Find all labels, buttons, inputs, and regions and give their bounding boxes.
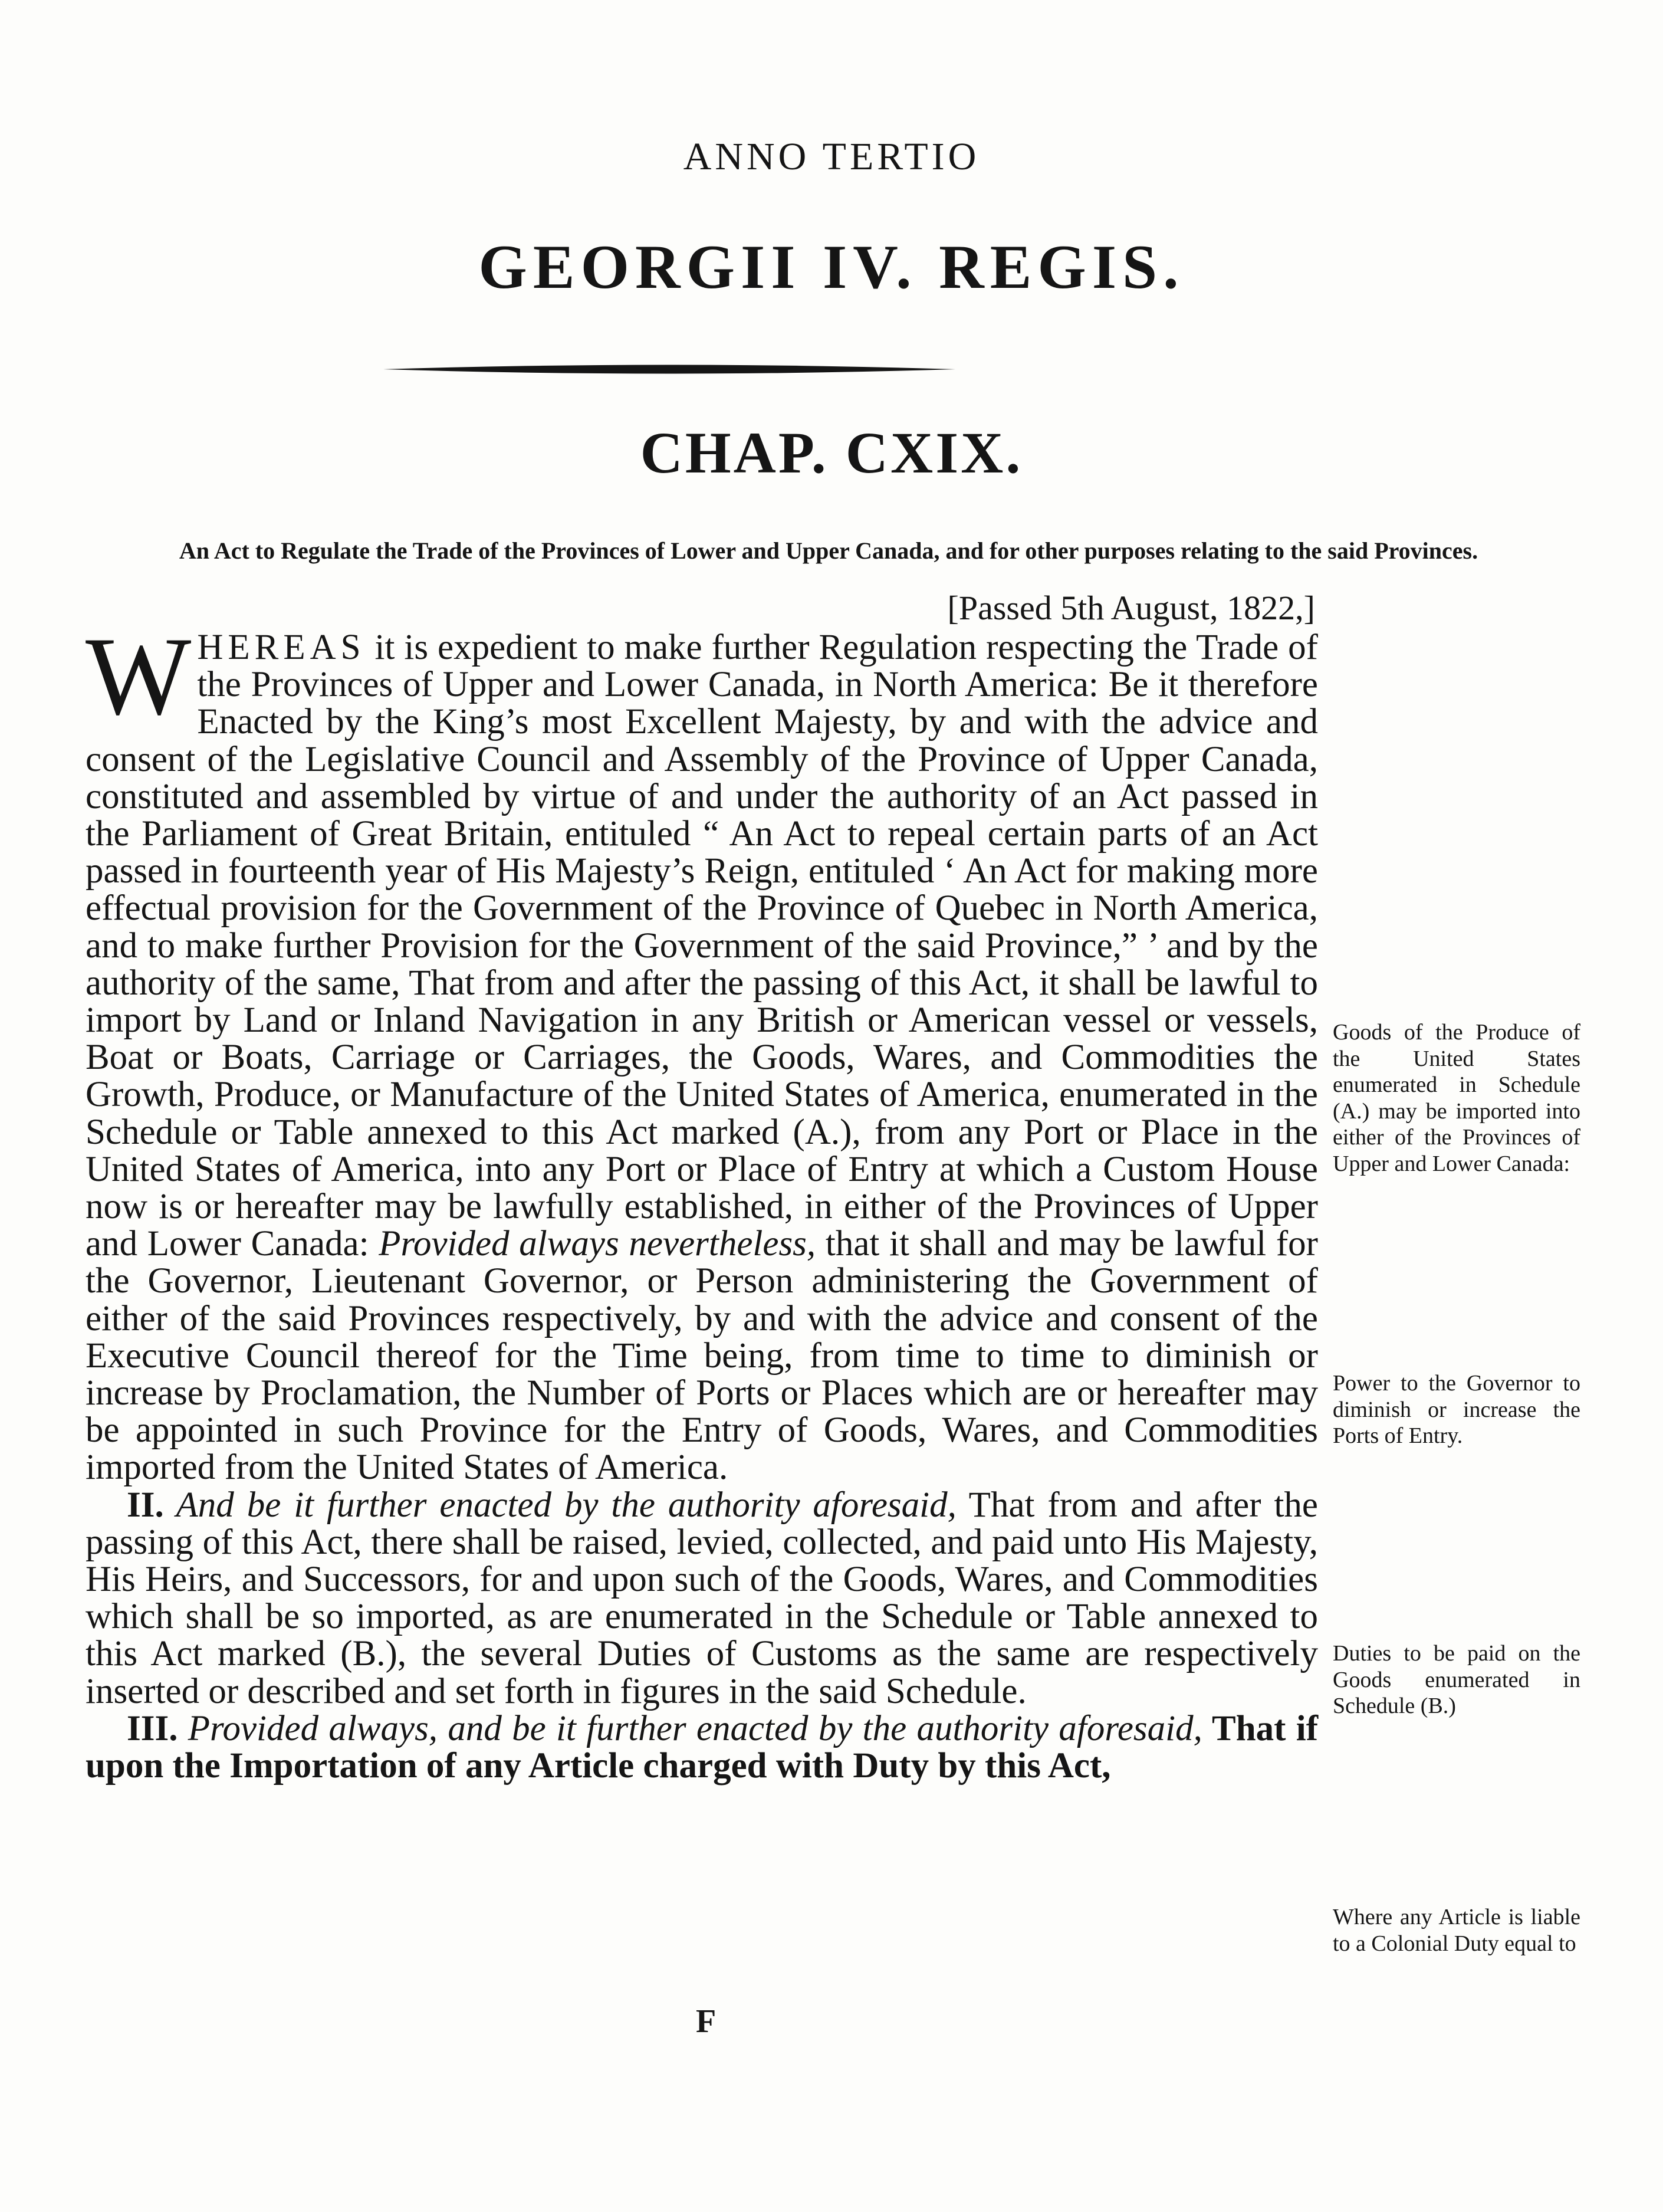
section-2-number: II. — [127, 1485, 164, 1525]
signature-mark: F — [696, 2003, 717, 2040]
passed-date: [Passed 5th August, 1822,] — [947, 589, 1315, 627]
margin-note-colonial-duty: Where any Article is liable to a Colonial Duty equal to — [1333, 1905, 1580, 1956]
section-3 — [86, 1710, 1318, 1784]
margin-note-duties: Duties to be paid on the Goods enumerated in Schedule (B.) — [1333, 1641, 1580, 1718]
section-1-text: it is expedient to make further Regulation respecting the Trade of the Provinces of Upper and Lower Canada, in North America: Be it therefore Enacted by the King’s most Excellent Majesty, by and with the advice and consent of the Legislative Council and Assembly of the Province of Upper Canada, constituted and assembled by virtue of and under the authority of an Act passed in the Parliament of Great Britain, entituled “ An Act to repeal certain parts of an Act passed in fourteenth year of His Majesty’s Reign, entituled ‘ An Act for making more effectual provision for the Government of the Province of Quebec in North America, and to make further Provision for the Government of the said Province,” ’ and by the authority of the same, That from and after the passing of this Act, it shall be lawful to import by Land or Inland Navigation in any British or American vessel or vessels, Boat or Boats, Carriage or Carriages, the Goods, Wares, and Commodities the Growth, Produce, or Manufacture of the United States of America, enumerated in the Schedule or Table annexed to this Act marked (A.), from any Port or Place in the United States of America, into any Port or Place of Entry at which a Custom House now is or hereafter may be lawfully established, in either of the Provinces of Upper and Lower Canada: — [86, 628, 1318, 1264]
margin-note-ports: Power to the Governor to diminish or increase the Ports of Entry. — [1333, 1371, 1580, 1448]
section-1-lead: HEREAS — [197, 628, 366, 667]
section-2-enacting: And be it further enacted by the authority aforesaid, — [163, 1485, 957, 1525]
section-3-enacting: Provided always, and be it further enacted by the authority aforesaid, — [178, 1708, 1202, 1748]
section-3-text: That if upon the Importation of any Article charged with Duty by this Act, — [86, 1708, 1319, 1786]
section-1 — [86, 615, 1318, 1488]
section-2-text: That from and after the passing of this Act, there shall be raised, levied, collected, and paid unto His Majesty, His Heirs, and Successors, for and upon such of the Goods, Wares, and Commodities which shall be so imported, as are enumerated in the Schedule or Table annexed to this Act marked (B.), the several Duties of Customs as the same are respectively inserted or described and set forth in figures in the said Schedule. — [86, 1485, 1319, 1711]
section-1-tail: that it shall and may be lawful for the Governor, Lieutenant Governor, or Person administering the Government of either of the said Provinces respectively, by and with the advice and consent of the Executive Council thereof for the Time being, from time to time to diminish or increase by Proclamation, the Number of Ports or Places which are or hereafter may be appointed in such Province for the Entry of Goods, Wares, and Commodities imported from the United States of America. — [86, 1224, 1318, 1488]
section-3-number: III. — [127, 1708, 178, 1748]
drop-cap: W — [86, 615, 192, 739]
anno-heading: ANNO TERTIO — [683, 135, 980, 178]
act-caption: An Act to Regulate the Trade of the Provinces of Lower and Upper Canada, and for other purposes relating to the said Provinces. — [179, 537, 1478, 564]
regis-heading: GEORGII IV. REGIS. — [478, 232, 1185, 301]
section-1-proviso: Provided always nevertheless, — [379, 1224, 816, 1264]
ornamental-rule — [383, 363, 955, 376]
margin-note-goods: Goods of the Produce of the United States enumerated in Schedule (A.) may be imported into either of the Provinces of Upper and Lower Canada: — [1333, 1020, 1580, 1176]
section-2 — [86, 1486, 1318, 1710]
chapter-heading: CHAP. CXIX. — [640, 420, 1023, 485]
act-body — [86, 615, 1319, 1786]
